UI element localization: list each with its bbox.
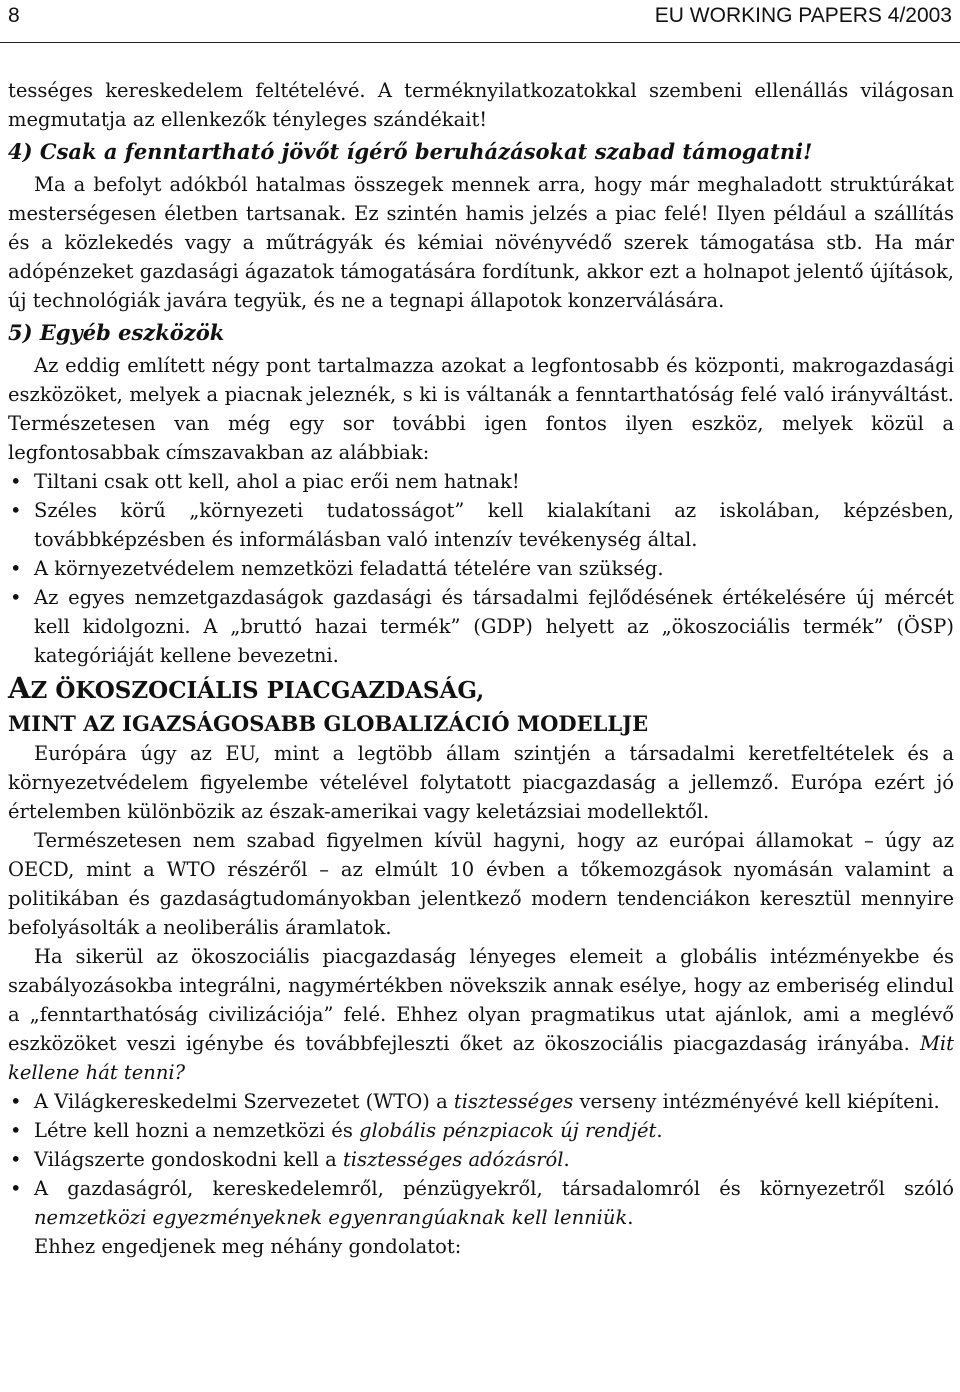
bullet-icon: •	[10, 1177, 22, 1200]
section-title: AZ ÖKOSZOCIÁLIS PIACGAZDASÁG,	[8, 671, 485, 705]
running-title: EU WORKING PAPERS 4/2003	[654, 4, 952, 27]
bullet-icon: •	[10, 586, 22, 609]
paragraph-closing: Ehhez engedjenek meg néhány gondolatot:	[34, 1235, 462, 1258]
list-item: • A környezetvédelem nemzetközi feladattá tételére van szükség.	[8, 554, 954, 583]
page-header	[0, 0, 960, 43]
heading-point-4: 4) Csak a fenntartható jövőt ígérő beruházásokat szabad támogatni!	[8, 139, 813, 164]
page-number: 8	[8, 4, 20, 27]
bullet-icon: •	[10, 557, 22, 580]
list-item: • A Világkereskedelmi Szervezetet (WTO) a tisztességes verseny intézményévé kell kiépíteni.	[8, 1087, 954, 1116]
tools-bullet-list	[8, 467, 954, 670]
bullet-icon: •	[10, 1148, 22, 1171]
paragraph-proposal: Ha sikerül az ökoszociális piacgazdaság lényeges elemeit a globális intézményekbe és szabályozásokba integrálni, nagymértékben növekszik annak esélye, hogy az emberiség elindul a „fenntarthatóság civilizációja” felé. Ehhez olyan pragmatikus utat ajánlok, ami a meglévő eszközöket veszi igénybe és továbbfejleszti őket az ökoszociális piacgazdaság irányába. Mit kellene hát tenni?	[8, 945, 954, 1084]
bullet-icon: •	[10, 470, 22, 493]
list-item: • Világszerte gondoskodni kell a tisztességes adózásról.	[8, 1145, 954, 1174]
measures-bullet-list	[8, 1087, 954, 1232]
paragraph-europe: Európára úgy az EU, mint a legtöbb állam szintjén a társadalmi keretfeltételek és a környezetvédelem figyelembe vételével folytatott piacgazdaság a jellemző. Európa ezért jó értelemben különbözik az észak-amerikai vagy keletázsiai modellektől.	[8, 742, 954, 823]
list-item: • A gazdaságról, kereskedelemről, pénzügyekről, társadalomról és környezetről szóló nemzetközi egyezményeknek egyenrangúaknak kell lenniük.	[8, 1174, 954, 1232]
list-item: • Széles körű „környezeti tudatosságot” kell kialakítani az iskolában, képzésben, továbbképzésben és informálásban való intenzív tevékenység által.	[8, 496, 954, 554]
heading-point-5: 5) Egyéb eszközök	[8, 320, 225, 345]
paragraph-neoliberal: Természetesen nem szabad figyelmen kívül hagyni, hogy az európai államokat – úgy az OECD, mint a WTO részéről – az elmúlt 10 évben a tőkemozgások nyomásán valamint a politikában és gazdaságtudományokban jelentkező modern tendenciákon keresztül mennyire befolyásolták a neoliberális áramlatok.	[8, 829, 954, 939]
list-item: • Az egyes nemzetgazdaságok gazdasági és társadalmi fejlődésének értékelésére új mércét kell kidolgozni. A „bruttó hazai termék” (GDP) helyett az „ökoszociális termék” (ÖSP) kategóriáját kellene bevezetni.	[8, 583, 954, 670]
section-subtitle: MINT AZ IGAZSÁGOSABB GLOBALIZÁCIÓ MODELLJE	[8, 711, 649, 736]
list-item: • Tiltani csak ott kell, ahol a piac erői nem hatnak!	[8, 467, 954, 496]
list-item: • Létre kell hozni a nemzetközi és globális pénzpiacok új rendjét.	[8, 1116, 954, 1145]
bullet-icon: •	[10, 1090, 22, 1113]
bullet-icon: •	[10, 499, 22, 522]
paragraph-continuation: tességes kereskedelem feltételévé. A terméknyilatkozatokkal szembeni ellenállás világosan megmutatja az ellenkezők tényleges szándékait!	[8, 79, 954, 131]
page-body	[8, 76, 954, 1261]
paragraph-point-4: Ma a befolyt adókból hatalmas összegek mennek arra, hogy már meghaladott struktúrákat mesterségesen életben tartsanak. Ez szintén hamis jelzés a piac felé! Ilyen például a szállítás és a közlekedés vagy a műtrágyák és kémiai növényvédő szerek támogatása stb. Ha már adópénzeket gazdasági ágazatok támogatására fordítunk, akkor ezt a holnapot jelentő újítások, új technológiák javára tegyük, és ne a tegnapi állapotok konzerválására.	[8, 173, 954, 312]
bullet-icon: •	[10, 1119, 22, 1142]
paragraph-point-5: Az eddig említett négy pont tartalmazza azokat a legfontosabb és központi, makrogazdasági eszközöket, melyek a piacnak jeleznék, s ki is váltanák a fenntarthatóság felé való irányváltást. Természetesen van még egy sor további igen fontos ilyen eszköz, melyek közül a legfontosabbak címszavakban az alábbiak:	[8, 354, 954, 464]
